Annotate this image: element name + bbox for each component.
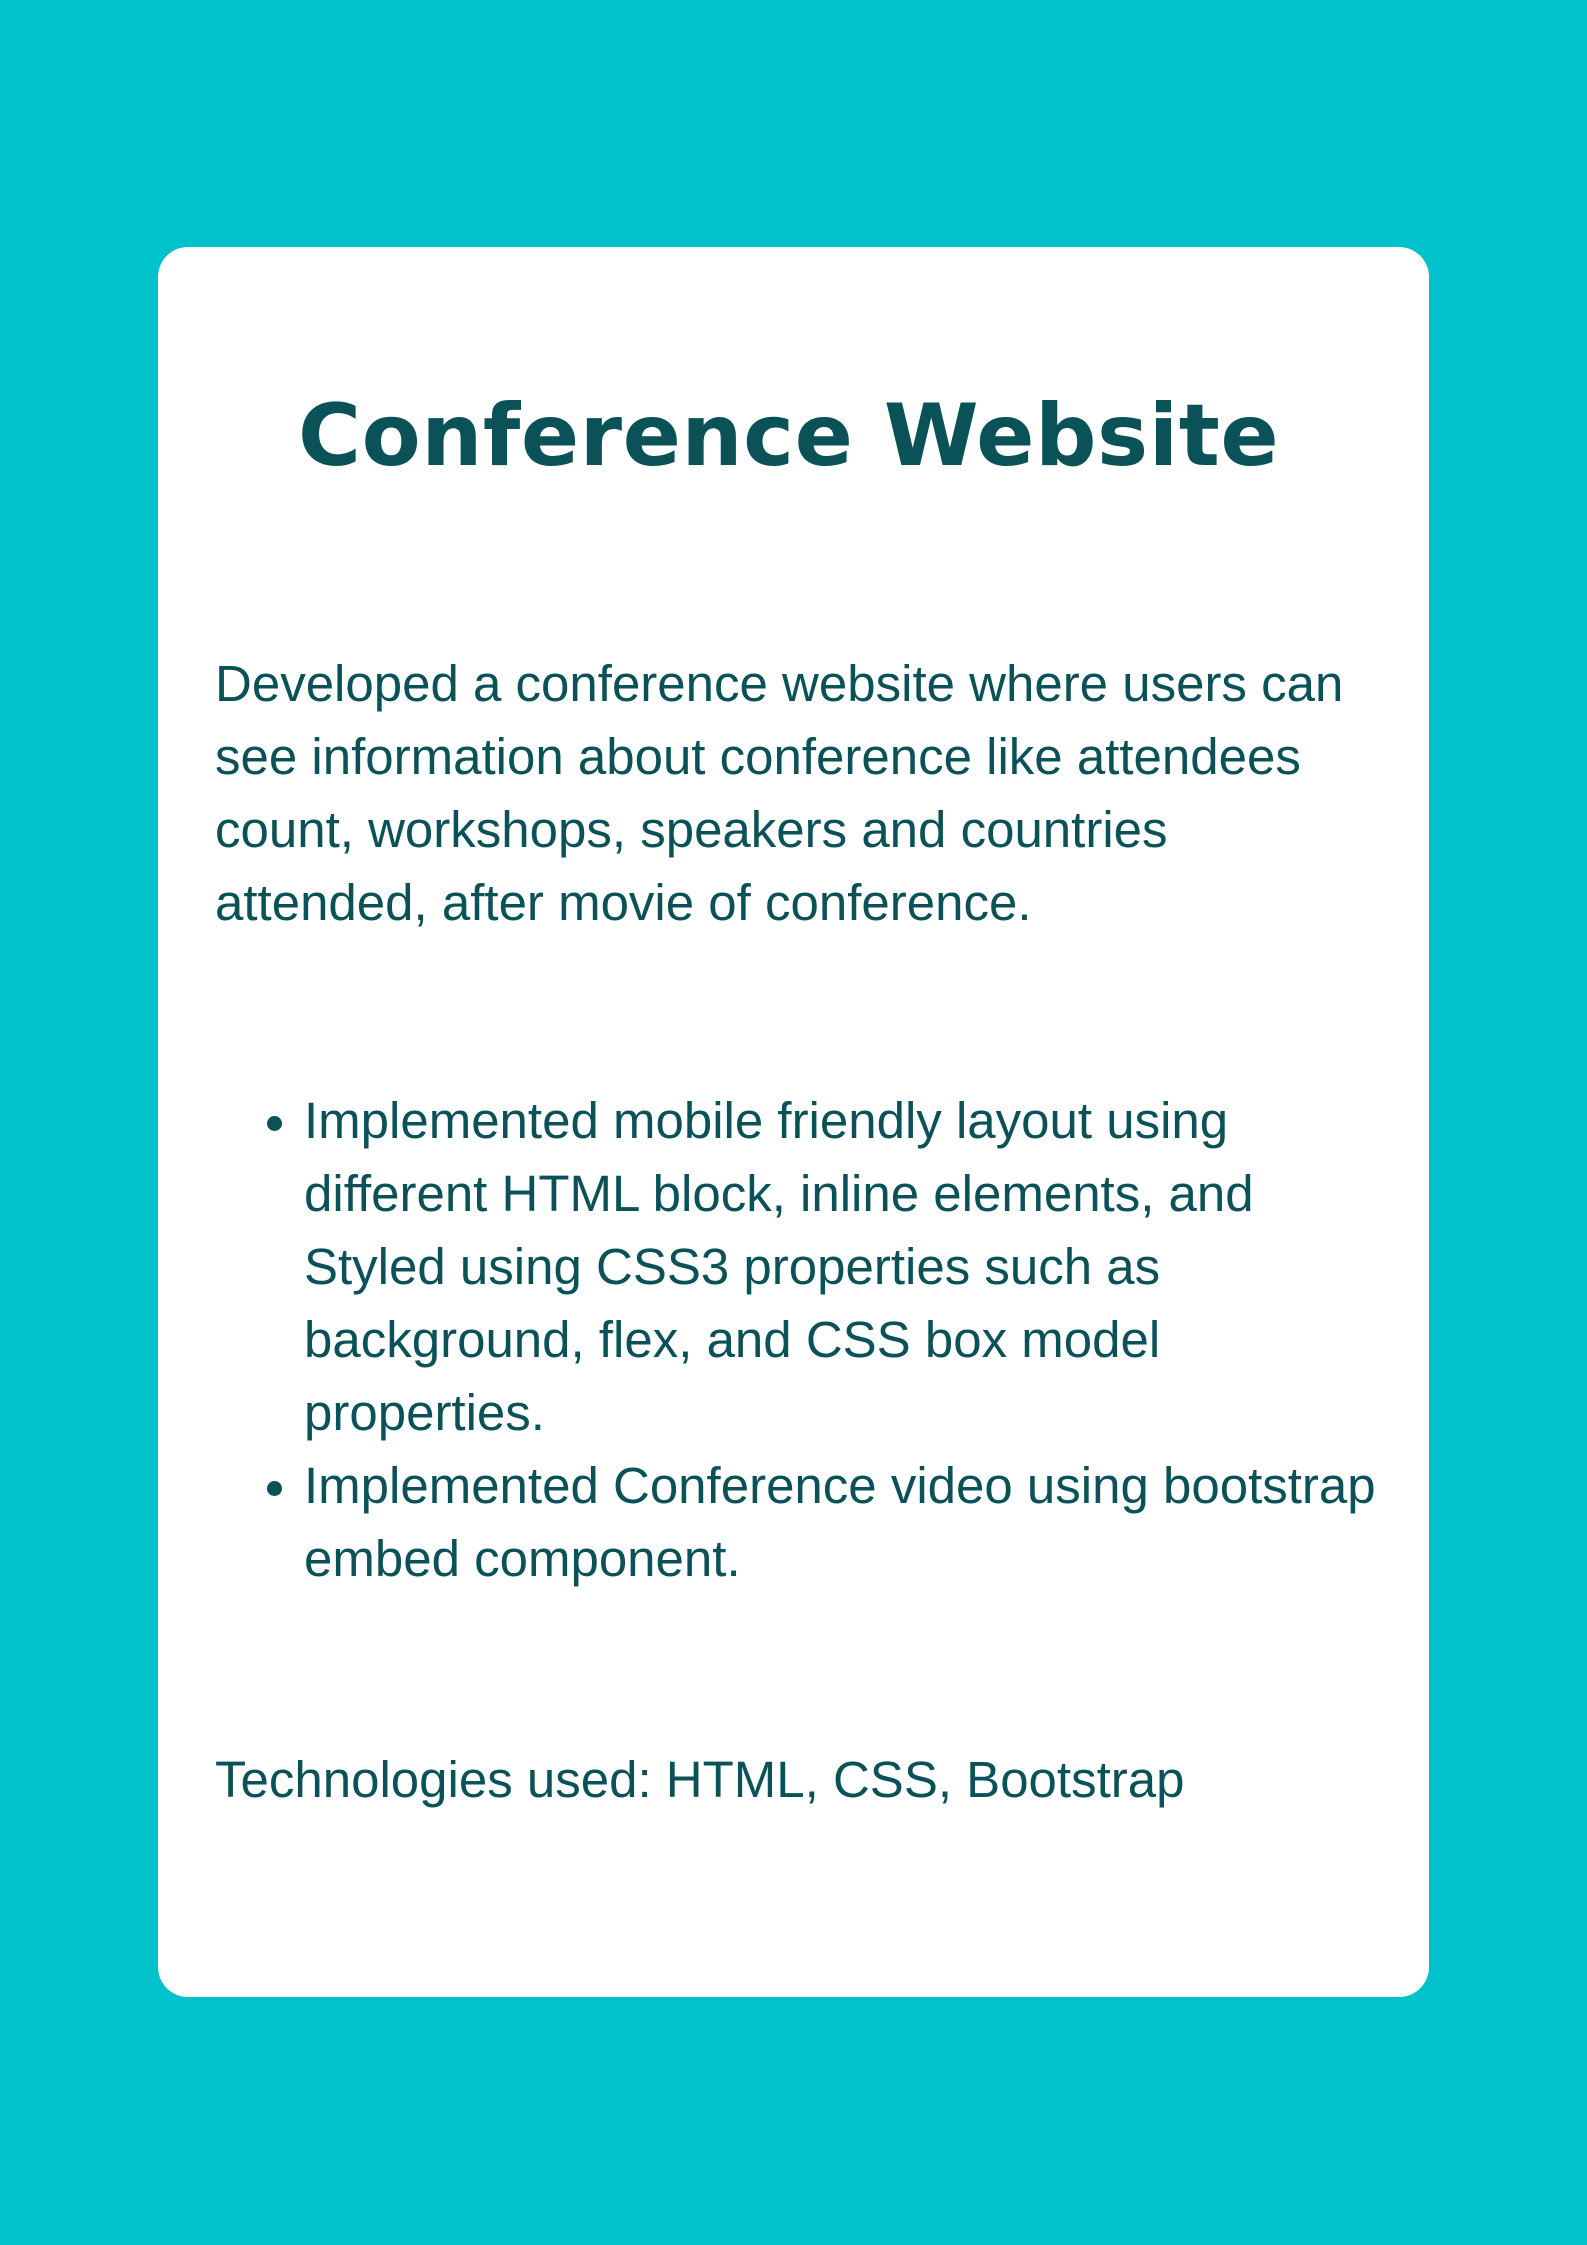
technologies-used: Technologies used: HTML, CSS, Bootstrap: [215, 1751, 1185, 1808]
project-bullet-list: [215, 1084, 1385, 1595]
project-title: Conference Website: [298, 386, 1280, 486]
project-summary: Developed a conference website where users can see information about conference like attendees count, workshops, speakers and countries attended, after movie of conference.: [215, 655, 1344, 931]
bullet-item: • Implemented mobile friendly layout using different HTML block, inline elements, and Styled using CSS3 properties such as background, flex, and CSS box model properties.: [304, 1084, 1385, 1449]
project-card: [158, 247, 1429, 1997]
bullet-item: • Implemented Conference video using bootstrap embed component.: [304, 1449, 1385, 1595]
